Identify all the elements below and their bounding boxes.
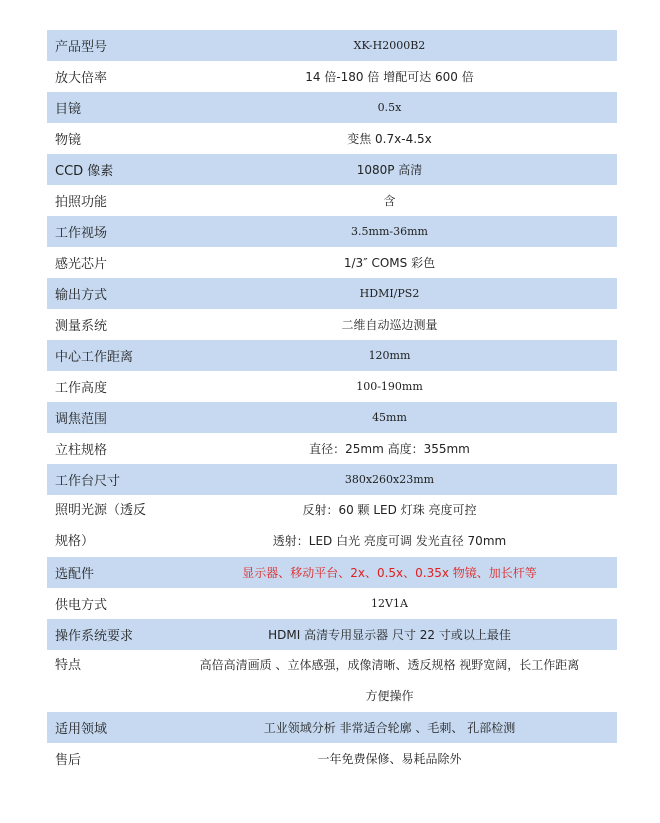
row-value: 14 倍-180 倍 增配可达 600 倍 <box>305 70 474 84</box>
table-row <box>47 340 617 371</box>
row-label: CCD 像素 <box>55 164 114 179</box>
table-row <box>47 712 617 743</box>
table-row <box>47 371 617 402</box>
row-value: 变焦 0.7x-4.5x <box>347 132 432 146</box>
table-row <box>47 557 617 588</box>
row-value: HDMI/PS2 <box>359 287 420 300</box>
table-row <box>47 61 617 92</box>
table-row <box>47 247 617 278</box>
row-value: 3.5mm-36mm <box>351 225 428 238</box>
table-row <box>47 92 617 123</box>
row-value: 1080P 高清 <box>356 163 423 177</box>
row-label-line: 规格） <box>55 534 95 549</box>
row-value-line: 透射：LED 白光 亮度可调 发光直径 70mm <box>272 534 507 548</box>
row-label-line <box>55 681 162 712</box>
row-label <box>47 495 162 557</box>
row-label: 输出方式 <box>55 288 108 303</box>
row-value <box>162 650 617 712</box>
row-value-line: 反射：60 颗 LED 灯珠 亮度可控 <box>302 503 477 517</box>
table-row <box>47 743 617 774</box>
table-row <box>47 619 617 650</box>
row-label: 供电方式 <box>55 598 108 613</box>
table-row <box>47 588 617 619</box>
row-value: 直径：25mm 高度：355mm <box>309 442 470 456</box>
row-value: 12V1A <box>371 597 408 610</box>
table-row <box>47 216 617 247</box>
row-label: 目镜 <box>55 102 82 117</box>
table-row <box>47 464 617 495</box>
row-label: 感光芯片 <box>55 257 108 272</box>
row-value: 含 <box>383 194 396 208</box>
table-row <box>47 650 617 712</box>
row-label: 立柱规格 <box>55 443 108 458</box>
row-value: 380x260x23mm <box>344 473 435 486</box>
row-label: 调焦范围 <box>55 412 108 427</box>
row-label: 操作系统要求 <box>55 629 134 644</box>
row-label: 物镜 <box>55 133 82 148</box>
row-value: 0.5x <box>377 101 402 114</box>
table-row <box>47 402 617 433</box>
row-label: 中心工作距离 <box>55 350 134 365</box>
table-row <box>47 495 617 557</box>
row-value: 100-190mm <box>356 380 423 393</box>
row-label-line: 特点 <box>55 658 82 673</box>
spec-table <box>47 30 617 774</box>
row-label: 选配件 <box>55 567 95 582</box>
row-label: 售后 <box>55 753 82 768</box>
row-label: 工作高度 <box>55 381 108 396</box>
row-value: 二维自动巡边测量 <box>341 318 438 332</box>
table-row <box>47 123 617 154</box>
table-row <box>47 154 617 185</box>
row-value: 一年免费保修、易耗品除外 <box>317 752 462 766</box>
row-value-line: 高倍高清画质 、立体感强，成像清晰、透反规格 视野宽阔，长工作距离 <box>199 658 580 672</box>
row-value-line: 方便操作 <box>365 689 414 703</box>
row-value: 120mm <box>368 349 411 362</box>
row-label: 拍照功能 <box>55 195 108 210</box>
table-row <box>47 309 617 340</box>
row-value: 45mm <box>372 411 407 424</box>
row-label-line: 照明光源（透反 <box>55 503 147 518</box>
table-row <box>47 185 617 216</box>
row-label: 测量系统 <box>55 319 108 334</box>
table-row <box>47 433 617 464</box>
table-row <box>47 30 617 61</box>
row-label: 适用领域 <box>55 722 108 737</box>
row-value: XK-H2000B2 <box>353 39 426 52</box>
row-value: 显示器、移动平台、2x、0.5x、0.35x 物镜、加长杆等 <box>242 566 537 580</box>
row-label <box>47 650 162 712</box>
row-label: 工作视场 <box>55 226 108 241</box>
row-label: 工作台尺寸 <box>55 474 121 489</box>
row-value: 工业领域分析 非常适合轮廓 、毛刺、 孔部检测 <box>263 721 516 735</box>
table-row <box>47 278 617 309</box>
row-label: 产品型号 <box>55 40 108 55</box>
row-value: HDMI 高清专用显示器 尺寸 22 寸或以上最佳 <box>268 628 511 642</box>
row-label: 放大倍率 <box>55 71 108 86</box>
row-value <box>162 495 617 557</box>
row-value: 1/3″ COMS 彩色 <box>343 256 436 270</box>
